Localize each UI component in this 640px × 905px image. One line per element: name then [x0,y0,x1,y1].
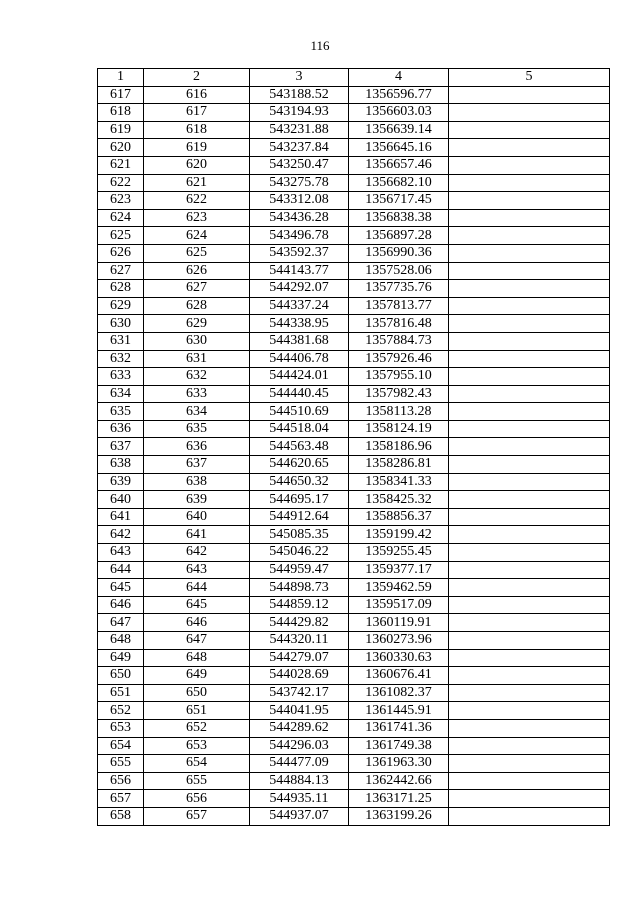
table-row [98,350,610,368]
table-cell: 642 [98,526,144,544]
table-cell: 1358425.32 [349,491,449,509]
table-cell: 640 [98,491,144,509]
table-row [98,262,610,280]
table-row [98,807,610,825]
table-cell: 621 [98,156,144,174]
table-cell: 650 [144,684,250,702]
table-cell: 637 [144,456,250,474]
table-cell: 1360273.96 [349,632,449,650]
table-cell: 543237.84 [250,139,349,157]
table-cell: 544620.65 [250,456,349,474]
table-cell: 1356639.14 [349,121,449,139]
table-cell: 647 [98,614,144,632]
table-row [98,192,610,210]
table-cell: 544935.11 [250,790,349,808]
table-cell [449,456,610,474]
table-cell: 1357982.43 [349,385,449,403]
table-cell [449,368,610,386]
table-cell: 1356603.03 [349,104,449,122]
coordinates-table [97,68,610,826]
table-cell: 637 [98,438,144,456]
table-cell [449,526,610,544]
column-header: 1 [98,69,144,87]
column-header: 2 [144,69,250,87]
table-row [98,632,610,650]
table-cell: 543592.37 [250,244,349,262]
table-cell [449,139,610,157]
table-cell: 1359517.09 [349,596,449,614]
table-cell: 1358341.33 [349,473,449,491]
table-cell: 1357816.48 [349,315,449,333]
table-cell: 544320.11 [250,632,349,650]
table-cell: 626 [144,262,250,280]
table-cell [449,755,610,773]
table-cell [449,684,610,702]
table-row [98,174,610,192]
table-cell: 1356657.46 [349,156,449,174]
table-cell: 544279.07 [250,649,349,667]
table-cell: 617 [98,86,144,104]
table-row [98,491,610,509]
table-cell: 544884.13 [250,772,349,790]
table-cell: 651 [144,702,250,720]
table-row [98,315,610,333]
table-header-row [98,69,610,87]
table-cell: 1356897.28 [349,227,449,245]
table-row [98,156,610,174]
table-cell: 624 [144,227,250,245]
table-row [98,438,610,456]
table-cell: 544695.17 [250,491,349,509]
table-cell [449,491,610,509]
table-cell: 656 [98,772,144,790]
table-cell: 641 [144,526,250,544]
table-cell: 620 [144,156,250,174]
table-cell: 644 [98,561,144,579]
table-cell: 647 [144,632,250,650]
table-cell: 619 [98,121,144,139]
table-cell: 648 [98,632,144,650]
table-row [98,614,610,632]
table-cell: 544859.12 [250,596,349,614]
table-cell: 544406.78 [250,350,349,368]
table-row [98,473,610,491]
table-cell [449,262,610,280]
table-row [98,667,610,685]
table-cell [449,192,610,210]
table-cell: 544292.07 [250,280,349,298]
table-cell [449,702,610,720]
table-cell: 646 [98,596,144,614]
table-cell: 651 [98,684,144,702]
table-cell [449,420,610,438]
table-cell: 545085.35 [250,526,349,544]
table-cell: 616 [144,86,250,104]
table-cell: 544510.69 [250,403,349,421]
table-cell: 638 [144,473,250,491]
column-header: 3 [250,69,349,87]
table-cell: 656 [144,790,250,808]
table-cell [449,737,610,755]
table-cell: 654 [98,737,144,755]
table-cell: 645 [98,579,144,597]
table-row [98,368,610,386]
table-row [98,121,610,139]
table-row [98,139,610,157]
table-cell: 543231.88 [250,121,349,139]
table-cell [449,174,610,192]
table-cell [449,227,610,245]
table-cell: 1358124.19 [349,420,449,438]
table-cell: 543188.52 [250,86,349,104]
table-cell: 633 [98,368,144,386]
table-cell: 544650.32 [250,473,349,491]
table-cell: 544563.48 [250,438,349,456]
table-cell: 544937.07 [250,807,349,825]
table-row [98,719,610,737]
table-cell: 657 [144,807,250,825]
table-cell: 630 [98,315,144,333]
table-cell: 633 [144,385,250,403]
table-cell: 628 [144,297,250,315]
table-cell: 1356990.36 [349,244,449,262]
table-cell: 640 [144,508,250,526]
table-row [98,737,610,755]
table-cell: 1363171.25 [349,790,449,808]
table-cell: 545046.22 [250,544,349,562]
table-cell: 632 [98,350,144,368]
table-cell: 1361963.30 [349,755,449,773]
table-row [98,227,610,245]
table-cell: 1358186.96 [349,438,449,456]
table-cell: 1357813.77 [349,297,449,315]
table-cell: 638 [98,456,144,474]
table-cell: 635 [98,403,144,421]
table-cell: 643 [98,544,144,562]
table-cell: 626 [98,244,144,262]
table-cell: 652 [98,702,144,720]
table-row [98,790,610,808]
table-cell: 619 [144,139,250,157]
table-cell: 636 [144,438,250,456]
table-cell [449,244,610,262]
table-cell: 544028.69 [250,667,349,685]
table-cell [449,632,610,650]
table-cell: 624 [98,209,144,227]
table-cell [449,403,610,421]
table-row [98,649,610,667]
table-cell [449,156,610,174]
table-row [98,544,610,562]
table-cell [449,121,610,139]
table-cell: 625 [98,227,144,245]
table-cell: 1360676.41 [349,667,449,685]
table-cell [449,350,610,368]
table-cell: 544429.82 [250,614,349,632]
table-cell: 544424.01 [250,368,349,386]
table-cell: 1356596.77 [349,86,449,104]
table-cell: 544912.64 [250,508,349,526]
table-cell: 544477.09 [250,755,349,773]
table-cell: 621 [144,174,250,192]
table-cell: 544518.04 [250,420,349,438]
table-cell: 543250.47 [250,156,349,174]
table-cell: 646 [144,614,250,632]
table-row [98,104,610,122]
table-row [98,684,610,702]
table-cell [449,473,610,491]
table-cell: 1361445.91 [349,702,449,720]
table-cell: 1361749.38 [349,737,449,755]
table-cell: 630 [144,332,250,350]
table-cell: 1356682.10 [349,174,449,192]
table-cell: 1359377.17 [349,561,449,579]
table-cell: 639 [98,473,144,491]
table-cell: 645 [144,596,250,614]
table-cell: 1358113.28 [349,403,449,421]
table-cell [449,315,610,333]
table-cell: 1356717.45 [349,192,449,210]
table-cell: 652 [144,719,250,737]
table-row [98,596,610,614]
page-number: 116 [310,38,330,53]
table-cell: 544289.62 [250,719,349,737]
table-row [98,772,610,790]
table-cell: 623 [98,192,144,210]
table-cell: 544440.45 [250,385,349,403]
table-cell: 631 [98,332,144,350]
table-cell: 1356838.38 [349,209,449,227]
table-cell: 543275.78 [250,174,349,192]
table-cell: 1359462.59 [349,579,449,597]
table-cell [449,86,610,104]
table-cell [449,649,610,667]
table-cell [449,544,610,562]
table-cell: 1356645.16 [349,139,449,157]
table-cell [449,772,610,790]
table-row [98,508,610,526]
table-cell: 653 [144,737,250,755]
table-body [98,86,610,825]
table-row [98,385,610,403]
table-cell: 641 [98,508,144,526]
table-cell: 618 [98,104,144,122]
table-cell: 639 [144,491,250,509]
table-cell [449,297,610,315]
table-cell: 636 [98,420,144,438]
table-cell: 642 [144,544,250,562]
table-row [98,332,610,350]
table-cell: 653 [98,719,144,737]
table-cell: 543742.17 [250,684,349,702]
table-row [98,755,610,773]
table-cell: 1357528.06 [349,262,449,280]
table-cell: 1359199.42 [349,526,449,544]
table-cell [449,596,610,614]
table-cell: 631 [144,350,250,368]
table-cell: 632 [144,368,250,386]
table-cell: 1359255.45 [349,544,449,562]
table-cell [449,209,610,227]
table-cell: 1363199.26 [349,807,449,825]
table-cell [449,385,610,403]
table-cell: 648 [144,649,250,667]
table-cell: 544381.68 [250,332,349,350]
column-header: 4 [349,69,449,87]
table-cell: 649 [144,667,250,685]
table-cell [449,104,610,122]
table-cell: 544898.73 [250,579,349,597]
table-cell: 620 [98,139,144,157]
table-cell: 544338.95 [250,315,349,333]
table-cell: 543436.28 [250,209,349,227]
table-row [98,403,610,421]
table-cell [449,508,610,526]
table-cell: 623 [144,209,250,227]
table-cell: 544337.24 [250,297,349,315]
table-cell: 1361741.36 [349,719,449,737]
table-cell: 627 [98,262,144,280]
table-row [98,456,610,474]
table-cell [449,332,610,350]
table-row [98,280,610,298]
table-cell: 543194.93 [250,104,349,122]
table-row [98,561,610,579]
table-cell: 627 [144,280,250,298]
table-cell: 543496.78 [250,227,349,245]
table-cell: 644 [144,579,250,597]
table-cell: 650 [98,667,144,685]
table-row [98,297,610,315]
table-cell: 634 [98,385,144,403]
table-cell: 543312.08 [250,192,349,210]
table-row [98,86,610,104]
table-cell [449,614,610,632]
table-cell: 629 [144,315,250,333]
table-cell: 657 [98,790,144,808]
table-cell: 654 [144,755,250,773]
table-cell: 1357735.76 [349,280,449,298]
table-cell [449,561,610,579]
table-cell: 1360330.63 [349,649,449,667]
table-cell: 1357926.46 [349,350,449,368]
table-cell: 544296.03 [250,737,349,755]
table-cell: 658 [98,807,144,825]
table-cell [449,667,610,685]
table-cell: 622 [144,192,250,210]
table-cell: 634 [144,403,250,421]
table-row [98,526,610,544]
table-cell: 544959.47 [250,561,349,579]
table-row [98,702,610,720]
table-cell: 1362442.66 [349,772,449,790]
table-cell [449,280,610,298]
table-cell: 622 [98,174,144,192]
table-cell: 655 [98,755,144,773]
table-cell: 618 [144,121,250,139]
table-cell: 655 [144,772,250,790]
table-cell: 1361082.37 [349,684,449,702]
table-cell: 1358856.37 [349,508,449,526]
table-cell: 1357884.73 [349,332,449,350]
table-row [98,579,610,597]
table-cell: 643 [144,561,250,579]
table-cell: 629 [98,297,144,315]
table-cell: 649 [98,649,144,667]
table-cell: 1360119.91 [349,614,449,632]
table-cell: 635 [144,420,250,438]
table-cell: 617 [144,104,250,122]
table-cell [449,807,610,825]
table-cell [449,790,610,808]
table-cell [449,579,610,597]
table-cell [449,438,610,456]
table-cell [449,719,610,737]
table-row [98,420,610,438]
table-row [98,209,610,227]
table-cell: 1358286.81 [349,456,449,474]
table-cell: 625 [144,244,250,262]
table-cell: 628 [98,280,144,298]
table-row [98,244,610,262]
table-cell: 544143.77 [250,262,349,280]
table-cell: 1357955.10 [349,368,449,386]
column-header: 5 [449,69,610,87]
table-cell: 544041.95 [250,702,349,720]
